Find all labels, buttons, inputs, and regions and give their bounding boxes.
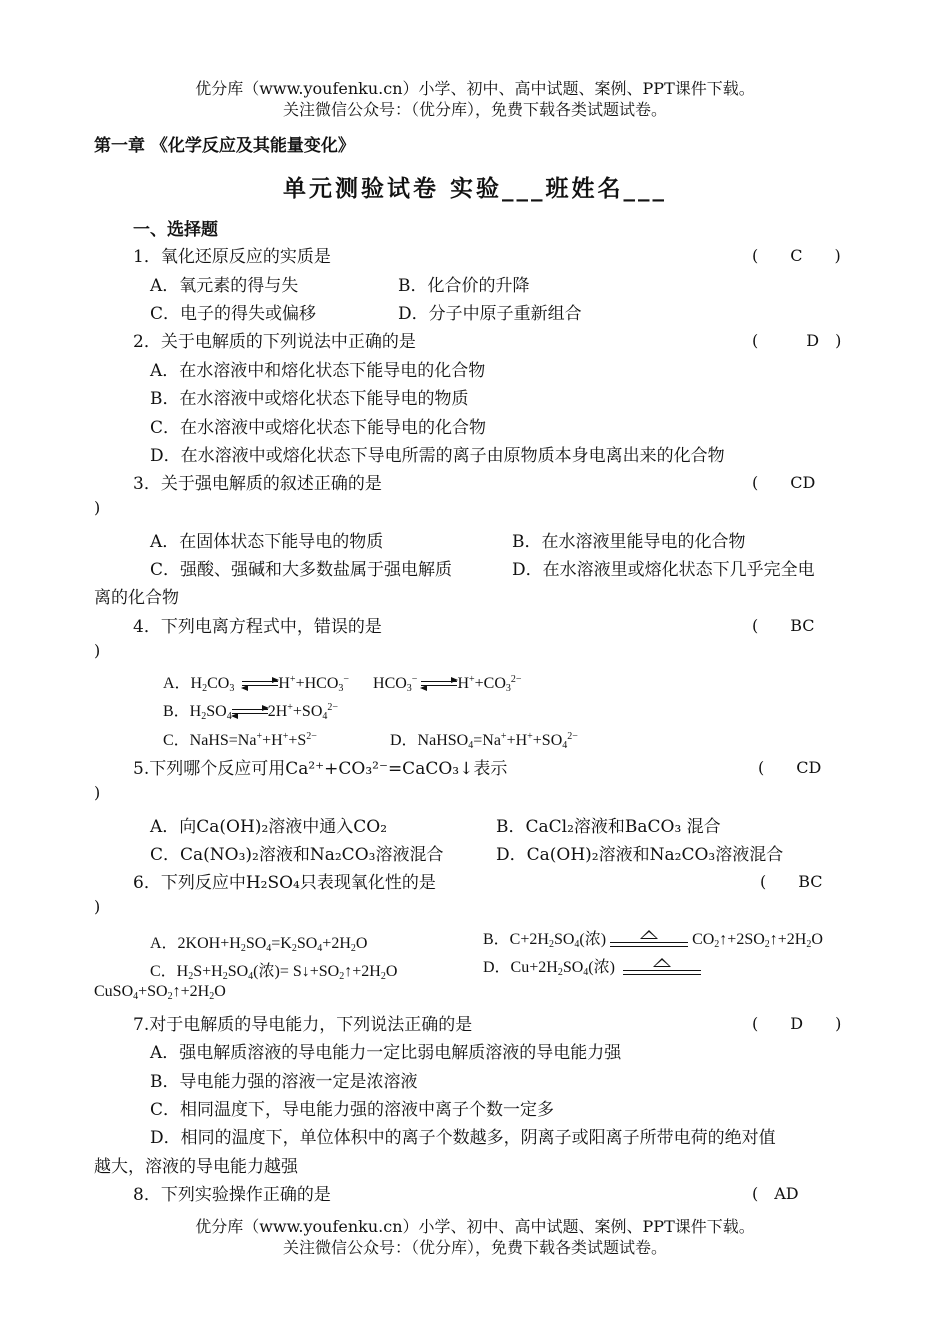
q3-option-d-cont: 离的化合物 [94,588,179,608]
q3-option-d: D．在水溶液里或熔化状态下几乎完全电 [512,560,815,580]
q8-answer: ( AD [752,1184,799,1203]
q7-option-a: A．强电解质溶液的导电能力一定比弱电解质溶液的导电能力强 [150,1043,622,1063]
section-heading: 一、选择题 [133,220,218,240]
q4-stem: 4．下列电离方程式中，错误的是 [133,617,382,637]
q6-option-a: A．$2KOH+H_2SO_4=K_2SO_4+2H_2O$ [150,935,368,954]
q4-answer-close: ) [94,641,101,660]
q3-option-c: C．强酸、强碱和大多数盐属于强电解质 [150,560,453,580]
q1-option-b: B．化合价的升降 [398,276,530,296]
q7-option-c: C．相同温度下，导电能力强的溶液中离子个数一定多 [150,1100,555,1120]
q4-option-d: D．$NaHSO_4=Na^++H^++SO_4^{2-}$ [390,731,578,751]
header-line-2: 关注微信公众号：（优分库），免费下载各类试题试卷。 [282,100,667,119]
q7-option-d-cont: 越大，溶液的导电能力越强 [94,1157,298,1177]
q6-stem: 6．下列反应中H₂SO₄只表现氧化性的是 [133,873,436,893]
q2-answer: ( D ) [752,331,842,350]
q1-option-a: A．氧元素的得与失 [150,276,299,296]
q1-stem: 1．氧化还原反应的实质是 [133,247,331,267]
q4-option-a: A．$H_2CO_3$ $H^++HCO_3^-$ $HCO_3^-$ $H^++CO_3^{2-}$ [163,674,522,694]
q6-option-c: C．$H_2S+H_2SO_4$(浓)= $S↓+SO_2↑+2H_2O$ [150,963,398,982]
q2-option-a: A．在水溶液中和熔化状态下能导电的化合物 [150,361,486,381]
q6-option-d: D．$Cu+2H_2SO_4$(浓) [483,954,701,978]
q3-answer-close: ) [94,498,101,517]
footer-line-2: 关注微信公众号：（优分库），免费下载各类试题试卷。 [282,1238,667,1257]
q4-option-c: C．$NaHS=Na^++H^++S^{2-}$ [163,731,317,749]
q6-option-d-cont: $CuSO_4+SO_2↑+2H_2O$ [94,983,226,1002]
q2-option-d: D．在水溶液中或熔化状态下导电所需的离子由原物质本身电离出来的化合物 [150,446,725,466]
exam-title: 单元测验试卷 实验___班姓名___ [282,176,667,202]
footer-line-1: 优分库（www.youfenku.cn）小学、初中、高中试题、案例、PPT课件下载。 [195,1217,755,1236]
heating-condition-icon [623,958,701,978]
q3-stem: 3．关于强电解质的叙述正确的是 [133,474,382,494]
q1-option-c: C．电子的得失或偏移 [150,304,317,324]
q7-option-b: B．导电能力强的溶液一定是浓溶液 [150,1072,418,1092]
q5-stem: 5.下列哪个反应可用Ca²⁺+CO₃²⁻=CaCO₃↓表示 [133,759,508,779]
header-line-1: 优分库（www.youfenku.cn）小学、初中、高中试题、案例、PPT课件下载。 [195,79,755,98]
q1-answer: ( C ) [752,246,841,265]
q2-option-b: B．在水溶液中或熔化状态下能导电的物质 [150,389,469,409]
q5-answer-close: ) [94,783,101,802]
q7-answer: ( D ) [752,1014,842,1033]
q6-answer: ( BC [760,872,823,891]
q4-option-b: B．$H_2SO_4$ $2H^++SO_4^{2-}$ [163,702,339,722]
q6-option-b: B．$C+2H_2SO_4$(浓) $CO_2↑+2SO_2↑+2H_2O$ [483,931,823,950]
q7-option-d: D．相同的温度下，单位体积中的离子个数越多，阴离子或阳离子所带电荷的绝对值 [150,1128,776,1148]
q5-option-a: A．向Ca(OH)₂溶液中通入CO₂ [150,817,388,837]
q3-answer: ( CD [752,473,816,492]
q3-option-b: B．在水溶液里能导电的化合物 [512,532,746,552]
q1-option-d: D．分子中原子重新组合 [398,304,582,324]
chapter-title: 第一章 《化学反应及其能量变化》 [94,136,355,156]
q7-stem: 7.对于电解质的导电能力，下列说法正确的是 [133,1015,473,1035]
reversible-arrow-icon [242,679,278,689]
q2-option-c: C．在水溶液中或熔化状态下能导电的化合物 [150,418,487,438]
q5-option-b: B．CaCl₂溶液和BaCO₃ 混合 [496,817,721,837]
reversible-arrow-icon [232,707,268,717]
q5-answer: ( CD [758,758,822,777]
q5-option-c: C．Ca(NO₃)₂溶液和Na₂CO₃溶液混合 [150,845,444,865]
q5-option-d: D．Ca(OH)₂溶液和Na₂CO₃溶液混合 [496,845,784,865]
heating-condition-icon [610,930,688,950]
q2-stem: 2．关于电解质的下列说法中正确的是 [133,332,416,352]
q3-option-a: A．在固体状态下能导电的物质 [150,532,384,552]
q8-stem: 8．下列实验操作正确的是 [133,1185,331,1205]
q6-answer-close: ) [94,897,101,916]
q4-answer: ( BC [752,616,815,635]
reversible-arrow-icon [421,679,457,689]
